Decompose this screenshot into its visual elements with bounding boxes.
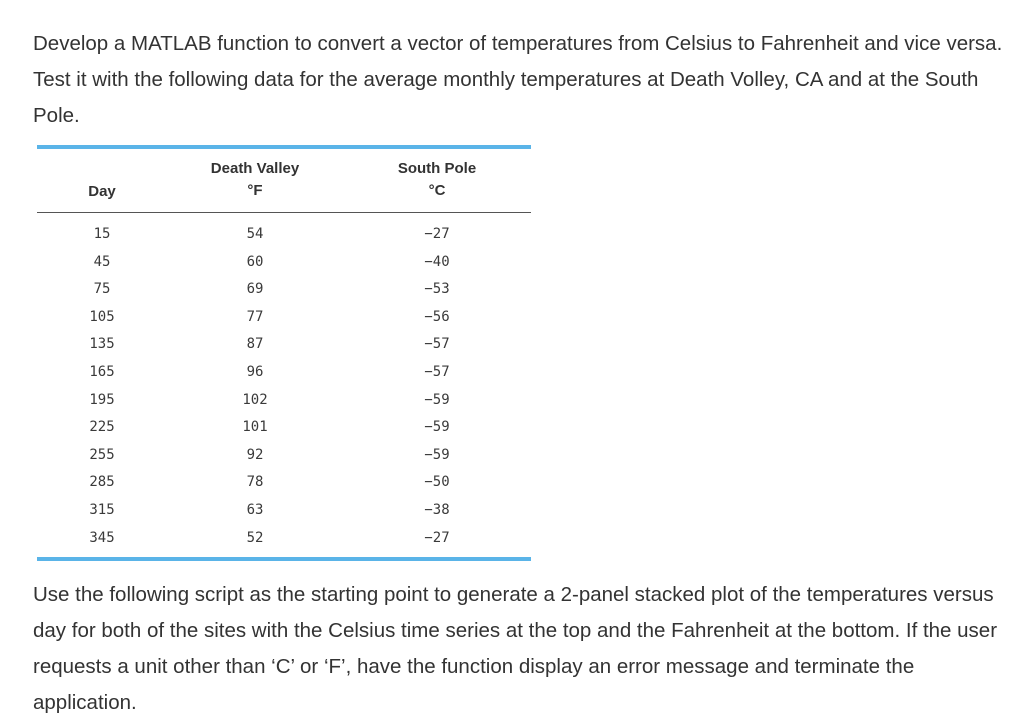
cell-day: 315: [89, 502, 115, 518]
cell-death-valley: 63: [246, 502, 264, 518]
cell-south-pole: −50: [424, 474, 450, 491]
cell-day: 135: [89, 336, 115, 353]
cell-death-valley: 54: [246, 226, 264, 242]
header-south-pole-unit: °C: [428, 182, 446, 199]
cell-south-pole: −27: [424, 529, 450, 546]
cell-death-valley: 102: [242, 391, 268, 408]
header-south-pole: South Pole: [397, 160, 477, 177]
cell-south-pole: −57: [424, 336, 450, 353]
cell-south-pole: −57: [424, 364, 450, 380]
cell-south-pole: −38: [424, 502, 450, 518]
header-death-valley-unit: °F: [247, 182, 263, 199]
cell-south-pole: −27: [424, 226, 450, 242]
header-divider: [37, 212, 531, 213]
cell-death-valley: 101: [242, 419, 268, 436]
cell-day: 345: [89, 529, 115, 546]
cell-south-pole: −53: [424, 281, 450, 298]
cell-day: 45: [93, 253, 111, 270]
cell-day: 105: [89, 308, 115, 325]
cell-day: 285: [89, 474, 115, 491]
cell-death-valley: 52: [246, 529, 264, 546]
cell-death-valley: 96: [246, 364, 264, 380]
cell-day: 165: [89, 364, 115, 380]
cell-south-pole: −59: [424, 446, 450, 463]
cell-south-pole: −59: [424, 419, 450, 436]
temperature-table: [37, 145, 531, 565]
cell-death-valley: 78: [246, 474, 264, 491]
header-day: Day: [88, 183, 116, 200]
cell-day: 255: [89, 446, 115, 463]
cell-south-pole: −40: [424, 253, 450, 270]
cell-death-valley: 60: [246, 253, 264, 270]
cell-death-valley: 87: [246, 336, 264, 353]
header-death-valley: Death Valley: [210, 160, 300, 177]
cell-day: 195: [89, 391, 115, 408]
cell-day: 15: [93, 226, 111, 242]
table-bottom-rule: [37, 557, 531, 561]
cell-day: 75: [93, 281, 111, 298]
outro-paragraph: Use the following script as the starting point to generate a 2-panel stacked plot of the temperatures versus day for both of the sites with the Celsius time series at the top and the Fahrenheit at the bottom. If the user requests a unit other than ‘C’ or ‘F’, have the function display an error message and terminate the application.: [33, 583, 998, 714]
table-top-rule: [37, 145, 531, 149]
cell-day: 225: [89, 419, 115, 436]
cell-death-valley: 69: [246, 281, 264, 298]
cell-south-pole: −59: [424, 391, 450, 408]
cell-death-valley: 77: [246, 308, 264, 325]
cell-death-valley: 92: [246, 446, 264, 463]
cell-south-pole: −56: [424, 308, 450, 325]
intro-paragraph: Develop a MATLAB function to convert a vector of temperatures from Celsius to Fahrenheit and vice versa. Test it with the following data for the average monthly temperatures at Death Volley, CA and at the South Pole.: [33, 32, 1003, 127]
